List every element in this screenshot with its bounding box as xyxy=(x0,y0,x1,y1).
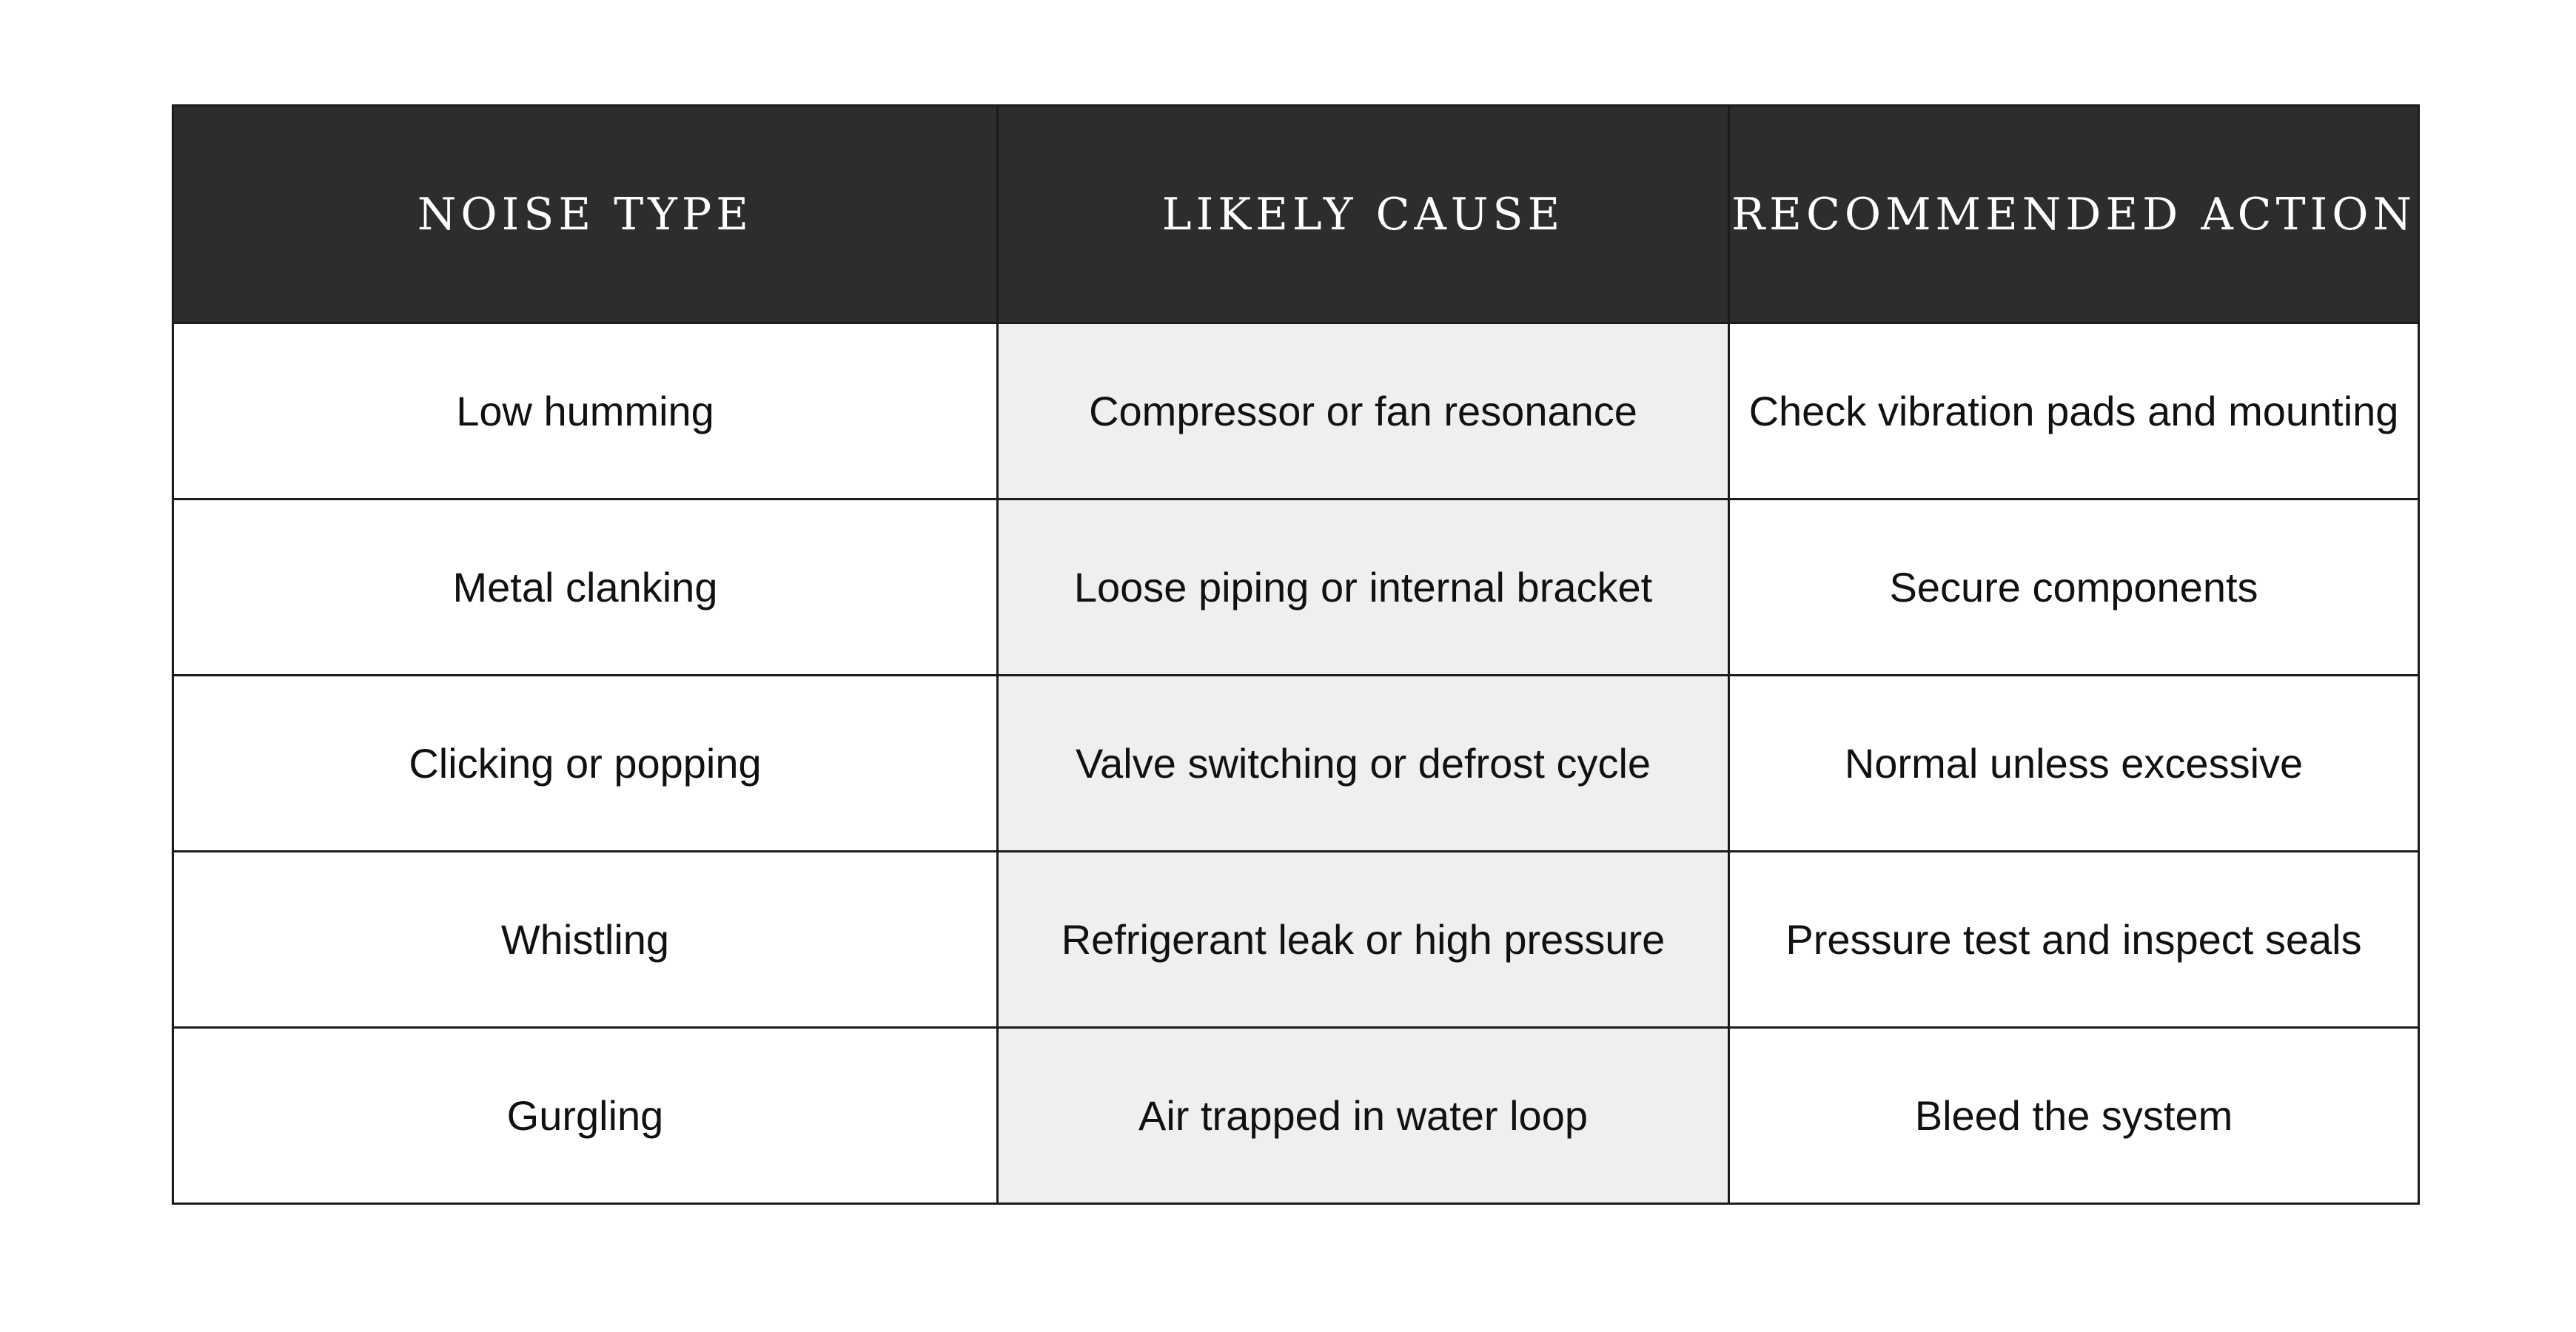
table-row xyxy=(173,500,2419,676)
table-body xyxy=(173,323,2419,1204)
header-noise-type: NOISE TYPE xyxy=(173,106,998,323)
cell-noise-type: Whistling xyxy=(173,852,998,1028)
cell-likely-cause: Refrigerant leak or high pressure xyxy=(998,852,1729,1028)
header-likely-cause: LIKELY CAUSE xyxy=(998,106,1729,323)
cell-recommended-action: Check vibration pads and mounting xyxy=(1729,323,2419,500)
cell-noise-type: Low humming xyxy=(173,323,998,500)
header-row xyxy=(173,106,2419,323)
cell-recommended-action: Secure components xyxy=(1729,500,2419,676)
table-row xyxy=(173,852,2419,1028)
cell-noise-type: Clicking or popping xyxy=(173,676,998,852)
cell-likely-cause: Valve switching or defrost cycle xyxy=(998,676,1729,852)
header-recommended-action: RECOMMENDED ACTION xyxy=(1729,106,2419,323)
cell-likely-cause: Air trapped in water loop xyxy=(998,1028,1729,1204)
cell-likely-cause: Compressor or fan resonance xyxy=(998,323,1729,500)
table-row xyxy=(173,1028,2419,1204)
cell-recommended-action: Bleed the system xyxy=(1729,1028,2419,1204)
cell-recommended-action: Pressure test and inspect seals xyxy=(1729,852,2419,1028)
cell-noise-type: Metal clanking xyxy=(173,500,998,676)
table-row xyxy=(173,323,2419,500)
table-row xyxy=(173,676,2419,852)
cell-recommended-action: Normal unless excessive xyxy=(1729,676,2419,852)
noise-troubleshooting-table xyxy=(172,104,2420,1205)
table-header xyxy=(173,106,2419,323)
cell-likely-cause: Loose piping or internal bracket xyxy=(998,500,1729,676)
cell-noise-type: Gurgling xyxy=(173,1028,998,1204)
